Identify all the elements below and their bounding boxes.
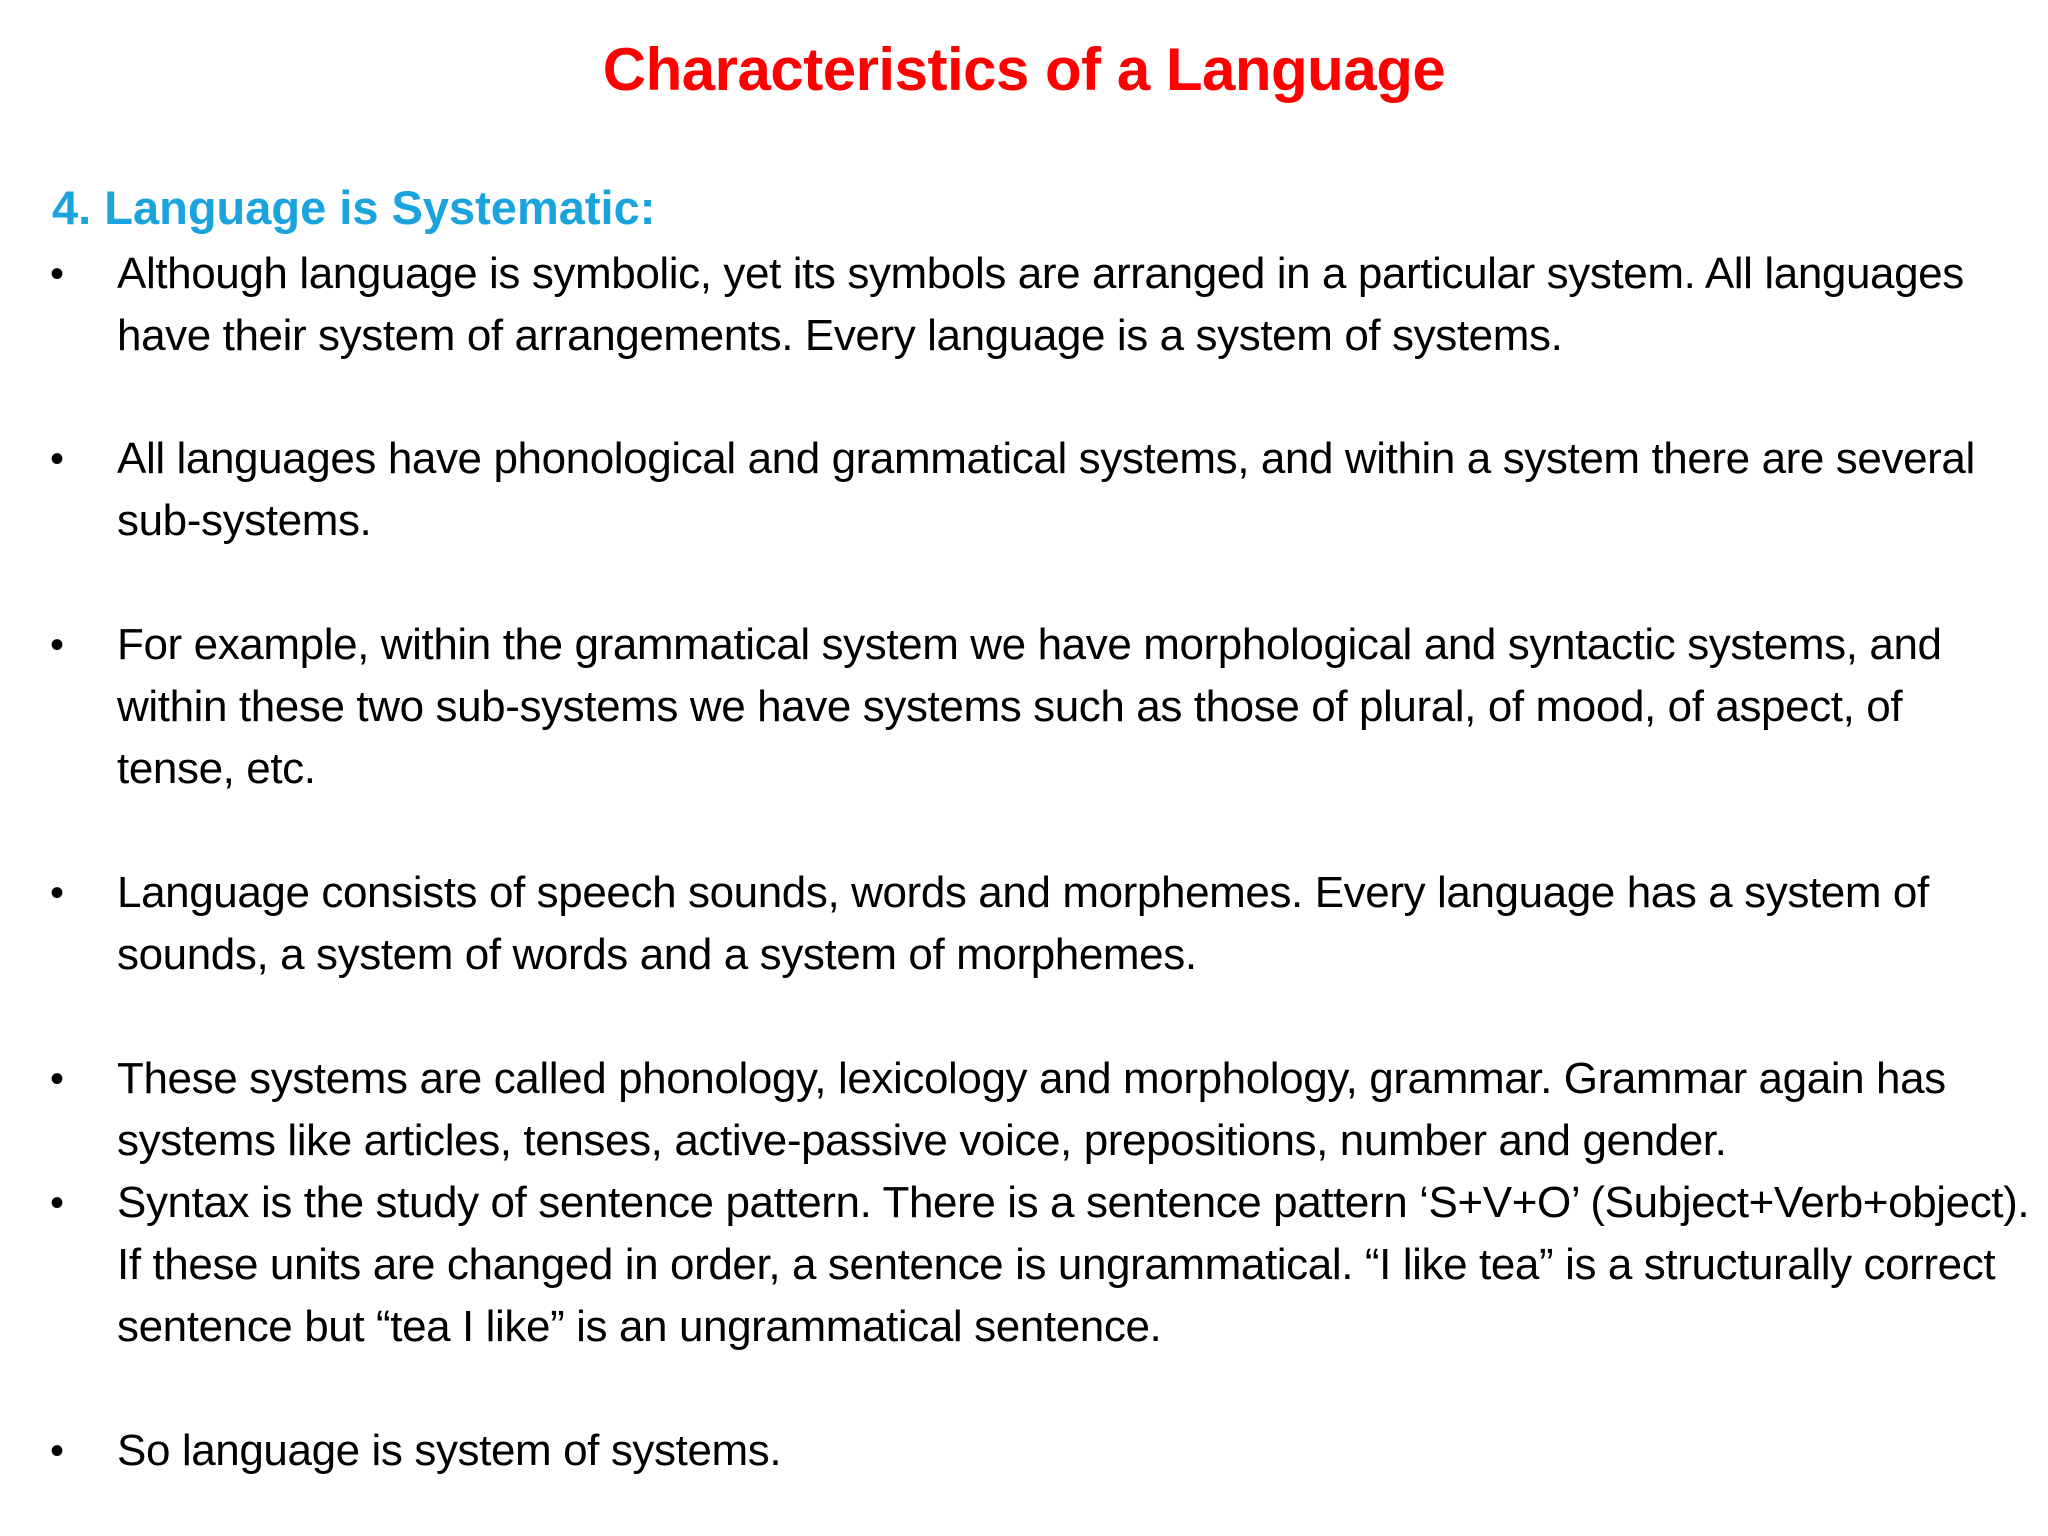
bullet-text: For example, within the grammatical system we have morphological and syntactic systems, and within these two sub-systems we have systems such as those of plural, of mood, of aspect, of tense, etc. xyxy=(117,620,1942,793)
bullet-item xyxy=(50,428,2030,552)
bullet-item xyxy=(50,862,2030,986)
bullet-item xyxy=(50,614,2030,800)
bullet-item xyxy=(50,1420,2030,1482)
bullet-icon: • xyxy=(50,252,64,296)
bullet-text: These systems are called phonology, lexicology and morphology, grammar. Grammar again has systems like articles, tenses, active-passive voice, prepositions, number and gender. xyxy=(117,1054,1946,1165)
bullet-text: All languages have phonological and grammatical systems, and within a system there are several sub-systems. xyxy=(117,434,1975,545)
bullet-text: Syntax is the study of sentence pattern. There is a sentence pattern ‘S+V+O’ (Subject+Verb+object). If these units are changed in order, a sentence is ungrammatical. “I like tea” is a structurally correct sentence but “tea I like” is an ungrammatical sentence. xyxy=(117,1178,2030,1351)
bullet-text: Although language is symbolic, yet its symbols are arranged in a particular system. All languages have their system of arrangements. Every language is a system of systems. xyxy=(117,249,1964,360)
bullet-item xyxy=(50,1048,2030,1172)
bullet-icon: • xyxy=(50,623,64,667)
bullet-icon: • xyxy=(50,871,64,915)
bullet-icon: • xyxy=(50,437,64,481)
bullet-icon: • xyxy=(50,1429,64,1473)
section-heading: 4. Language is Systematic: xyxy=(52,181,656,234)
bullet-item xyxy=(50,243,2030,367)
bullet-icon: • xyxy=(50,1181,64,1225)
bullet-item xyxy=(50,1172,2030,1358)
bullet-icon: • xyxy=(50,1057,64,1101)
bullet-text: Language consists of speech sounds, words and morphemes. Every language has a system of sounds, a system of words and a system of morphemes. xyxy=(117,868,1929,979)
slide-title: Characteristics of a Language xyxy=(602,36,1446,103)
bullet-text: So language is system of systems. xyxy=(117,1426,782,1475)
